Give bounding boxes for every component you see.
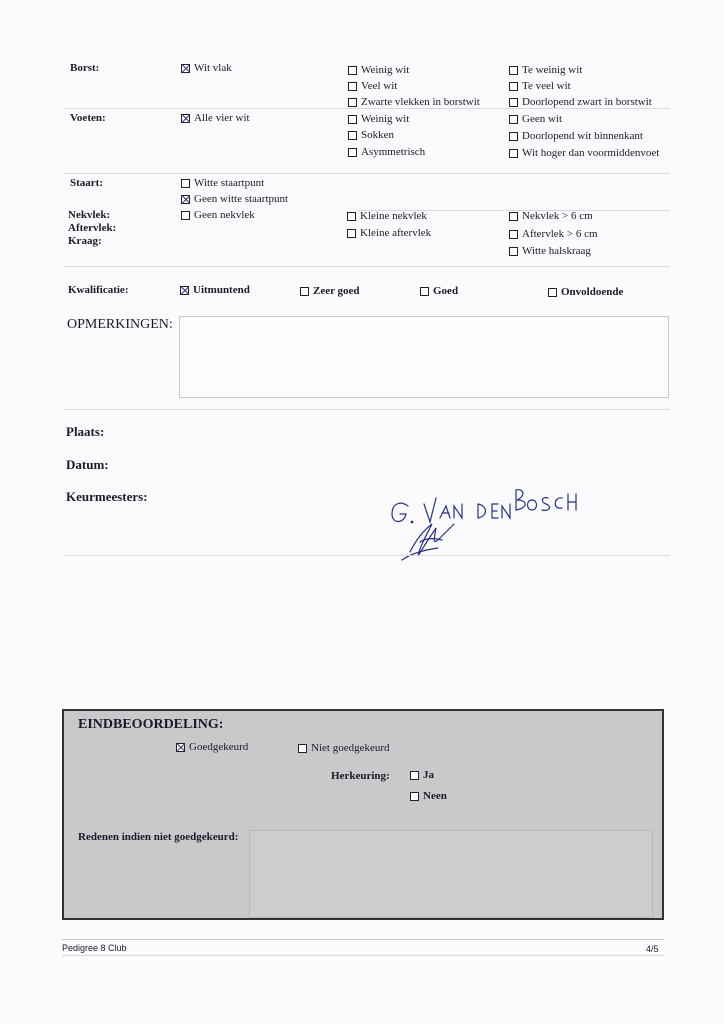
aftervlek-groot-option[interactable] xyxy=(509,228,598,240)
kwalificatie-label: Kwalificatie: xyxy=(68,284,129,296)
checkbox[interactable] xyxy=(410,792,419,801)
checkbox[interactable] xyxy=(509,66,518,75)
staart-geen-witte-staartpunt-option[interactable] xyxy=(181,193,288,205)
option-label: Doorlopend zwart in borstwit xyxy=(522,96,652,108)
option-label: Uitmuntend xyxy=(193,284,250,296)
checkbox[interactable] xyxy=(548,288,557,297)
goedgekeurd-option[interactable] xyxy=(176,741,248,753)
voeten-doorlopend-wit-option[interactable] xyxy=(509,130,643,142)
checkbox[interactable] xyxy=(347,212,356,221)
voeten-weinig-wit-option[interactable] xyxy=(348,113,409,125)
divider xyxy=(64,108,670,109)
checkbox[interactable] xyxy=(348,98,357,107)
niet-goedgekeurd-option[interactable] xyxy=(298,742,390,754)
checkbox[interactable] xyxy=(509,115,518,124)
herkeuring-neen-option[interactable] xyxy=(410,790,447,802)
checkbox[interactable] xyxy=(509,132,518,141)
redenen-label: Redenen indien niet goedgekeurd: xyxy=(78,831,239,843)
option-label: Kleine aftervlek xyxy=(360,227,432,239)
checkbox[interactable] xyxy=(181,64,190,73)
kwalificatie-uitmuntend-option[interactable] xyxy=(180,284,250,296)
option-label: Te veel wit xyxy=(522,80,571,92)
borst-label: Borst: xyxy=(70,62,100,74)
kwalificatie-onvoldoende-option[interactable] xyxy=(548,286,623,298)
page-number: 4/5 xyxy=(646,944,659,954)
nekvlek-kleine-option[interactable] xyxy=(347,210,427,222)
option-label: Neen xyxy=(423,790,447,802)
option-label: Kleine nekvlek xyxy=(360,210,427,222)
keurmeesters-label: Keurmeesters: xyxy=(66,489,148,504)
checkbox[interactable] xyxy=(509,98,518,107)
checkbox[interactable] xyxy=(176,743,185,752)
checkbox[interactable] xyxy=(509,212,518,221)
borst-doorlopend-zwart-option[interactable] xyxy=(509,96,652,108)
witte-halskraag-option[interactable] xyxy=(509,245,591,257)
option-label: Asymmetrisch xyxy=(361,146,426,158)
datum-label: Datum: xyxy=(66,457,109,472)
borst-wit-vlak-option[interactable] xyxy=(181,62,232,74)
option-label: Goedgekeurd xyxy=(189,741,249,753)
checkbox[interactable] xyxy=(347,229,356,238)
option-label: Niet goedgekeurd xyxy=(311,742,390,754)
checkbox[interactable] xyxy=(509,230,518,239)
option-label: Wit vlak xyxy=(194,62,232,74)
checkbox[interactable] xyxy=(348,66,357,75)
voeten-alle-vier-wit-option[interactable] xyxy=(181,112,250,124)
opmerkingen-label: OPMERKINGEN: xyxy=(67,317,173,332)
staart-label: Staart: xyxy=(70,177,103,189)
divider xyxy=(64,555,670,556)
checkbox[interactable] xyxy=(348,148,357,157)
voeten-geen-wit-option[interactable] xyxy=(509,113,562,125)
staart-witte-staartpunt-option[interactable] xyxy=(181,177,264,189)
option-label: Sokken xyxy=(361,129,394,141)
option-label: Ja xyxy=(423,769,434,781)
checkbox[interactable] xyxy=(181,195,190,204)
checkbox[interactable] xyxy=(348,82,357,91)
aftervlek-label: Aftervlek: xyxy=(68,222,117,234)
borst-veel-wit-option[interactable] xyxy=(348,80,397,92)
checkbox[interactable] xyxy=(348,131,357,140)
divider xyxy=(64,409,670,410)
footer-divider xyxy=(62,939,664,940)
checkbox[interactable] xyxy=(180,286,189,295)
voeten-label: Voeten: xyxy=(70,112,106,124)
plaats-label: Plaats: xyxy=(66,424,105,439)
option-label: Geen witte staartpunt xyxy=(194,193,289,205)
eindbeoordeling-title: EINDBEOORDELING: xyxy=(78,717,224,732)
borst-weinig-wit-option[interactable] xyxy=(348,64,409,76)
option-label: Nekvlek > 6 cm xyxy=(522,210,593,222)
divider xyxy=(64,266,670,267)
aftervlek-kleine-option[interactable] xyxy=(347,227,431,239)
opmerkingen-field[interactable] xyxy=(179,316,669,398)
kwalificatie-zeer-goed-option[interactable] xyxy=(300,285,360,297)
checkbox[interactable] xyxy=(181,114,190,123)
borst-zwarte-vlekken-option[interactable] xyxy=(348,96,480,108)
checkbox[interactable] xyxy=(509,149,518,158)
borst-te-veel-wit-option[interactable] xyxy=(509,80,571,92)
option-label: Onvoldoende xyxy=(561,286,624,298)
option-label: Veel wit xyxy=(361,80,398,92)
option-label: Alle vier wit xyxy=(194,112,250,124)
redenen-field[interactable] xyxy=(249,830,653,918)
checkbox[interactable] xyxy=(509,82,518,91)
option-label: Doorlopend wit binnenkant xyxy=(522,130,643,142)
option-label: Zeer goed xyxy=(313,285,360,297)
option-label: Wit hoger dan voormiddenvoet xyxy=(522,147,660,159)
voeten-sokken-option[interactable] xyxy=(348,129,394,141)
option-label: Geen nekvlek xyxy=(194,209,255,221)
checkbox[interactable] xyxy=(181,179,190,188)
option-label: Weinig wit xyxy=(361,64,410,76)
herkeuring-ja-option[interactable] xyxy=(410,769,434,781)
divider xyxy=(64,173,670,174)
option-label: Witte halskraag xyxy=(522,245,591,257)
voeten-asymmetrisch-option[interactable] xyxy=(348,146,425,158)
checkbox[interactable] xyxy=(348,115,357,124)
checkbox[interactable] xyxy=(181,211,190,220)
option-label: Aftervlek > 6 cm xyxy=(522,228,598,240)
checkbox[interactable] xyxy=(298,744,307,753)
checkbox[interactable] xyxy=(300,287,309,296)
option-label: Witte staartpunt xyxy=(194,177,265,189)
nekvlek-geen-option[interactable] xyxy=(181,209,255,221)
footer-divider xyxy=(62,955,664,956)
checkbox[interactable] xyxy=(410,771,419,780)
nekvlek-labels xyxy=(68,209,116,248)
option-label: Goed xyxy=(433,285,459,297)
checkbox[interactable] xyxy=(420,287,429,296)
voeten-wit-hoger-option[interactable] xyxy=(509,147,659,159)
signature-graphic xyxy=(380,484,590,574)
option-label: Zwarte vlekken in borstwit xyxy=(361,96,480,108)
checkbox[interactable] xyxy=(509,247,518,256)
option-label: Geen wit xyxy=(522,113,563,125)
nekvlek-label: Nekvlek: xyxy=(68,209,111,221)
eindbeoordeling-panel xyxy=(62,709,664,920)
footer-club: Pedigree 8 Club xyxy=(62,943,127,953)
kwalificatie-goed-option[interactable] xyxy=(420,285,458,297)
herkeuring-label: Herkeuring: xyxy=(331,770,390,782)
borst-te-weinig-wit-option[interactable] xyxy=(509,64,582,76)
option-label: Weinig wit xyxy=(361,113,410,125)
kraag-label: Kraag: xyxy=(68,235,102,247)
nekvlek-groot-option[interactable] xyxy=(509,210,593,222)
option-label: Te weinig wit xyxy=(522,64,583,76)
